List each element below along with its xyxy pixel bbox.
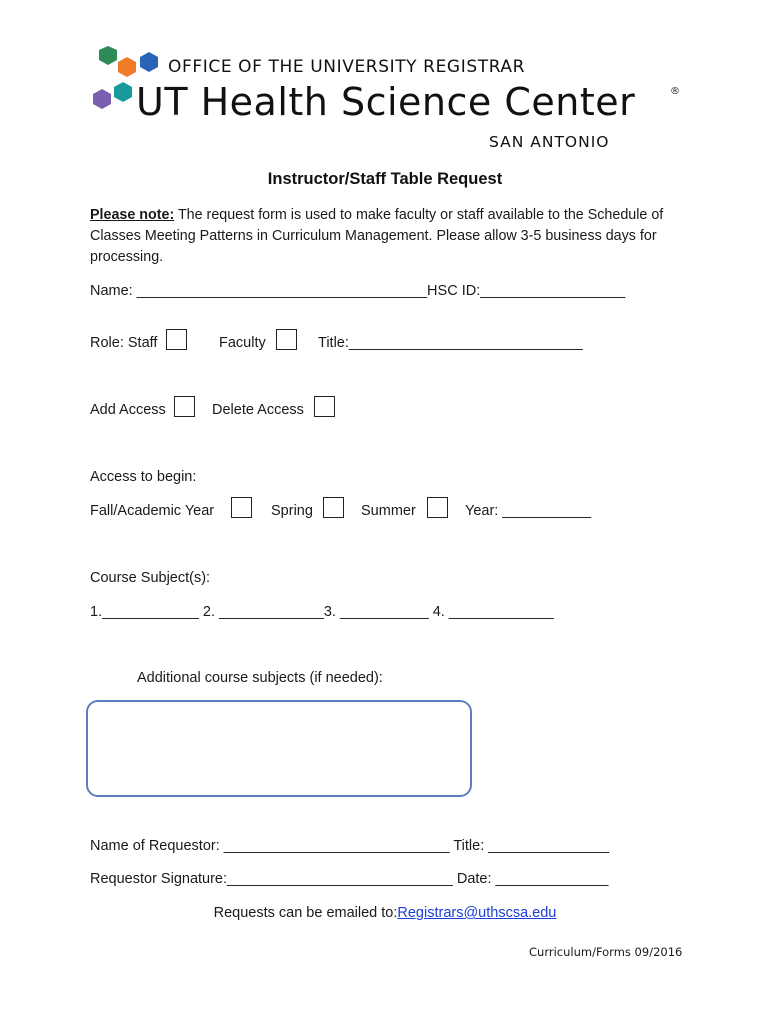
title-wrap <box>0 170 770 189</box>
role-faculty-checkbox[interactable] <box>276 329 297 350</box>
note-text: The request form is used to make faculty or staff available to the Schedule of Classes Meeting Patterns in Curriculum Management. Please allow 3-5 business days for processing. <box>90 207 664 265</box>
footer-text: Curriculum/Forms 09/2016 <box>529 945 683 959</box>
page-title: Instructor/Staff Table Request <box>267 170 503 188</box>
additional-subjects-textbox[interactable] <box>86 700 472 797</box>
add-access-label: Add Access <box>90 402 166 418</box>
email-prefix: Requests can be emailed to: <box>213 905 398 921</box>
logo-hex-orange <box>118 57 136 77</box>
requestor-name-title-field[interactable]: Name of Requestor: ____________________________ Title: _______________ <box>90 838 610 854</box>
fall-label: Fall/Academic Year <box>90 503 215 519</box>
email-line <box>0 905 770 921</box>
note-paragraph <box>90 205 690 268</box>
fall-checkbox[interactable] <box>231 497 252 518</box>
logo-hex-purple <box>93 89 111 109</box>
summer-checkbox[interactable] <box>427 497 448 518</box>
logo-office-text: OFFICE OF THE UNIVERSITY REGISTRAR <box>168 57 526 77</box>
note-label: Please note: <box>90 207 175 223</box>
role-title-field[interactable]: Title:_____________________________ <box>318 335 583 351</box>
name-hscid-field[interactable]: Name: ____________________________________HSC ID:__________________ <box>90 283 626 299</box>
add-access-checkbox[interactable] <box>174 396 195 417</box>
delete-access-label: Delete Access <box>212 402 304 418</box>
summer-label: Summer <box>361 503 416 519</box>
logo-hex-teal <box>114 82 132 102</box>
spring-label: Spring <box>271 503 313 519</box>
requestor-signature-date-field[interactable]: Requestor Signature:____________________________ Date: ______________ <box>90 871 609 887</box>
role-faculty-label: Faculty <box>219 335 266 351</box>
email-link[interactable]: Registrars@uthscsa.edu <box>397 905 557 921</box>
role-staff-label: Role: Staff <box>90 335 158 351</box>
course-subjects-label: Course Subject(s): <box>90 570 211 586</box>
spring-checkbox[interactable] <box>323 497 344 518</box>
logo-hex-green <box>99 46 117 65</box>
access-begin-label: Access to begin: <box>90 469 197 485</box>
delete-access-checkbox[interactable] <box>314 396 335 417</box>
logo-san-antonio-text: SAN ANTONIO <box>489 133 610 151</box>
logo-hex-blue <box>140 52 158 72</box>
role-staff-checkbox[interactable] <box>166 329 187 350</box>
logo-main-text: UT Health Science Center <box>136 80 636 124</box>
additional-subjects-label: Additional course subjects (if needed): <box>137 670 383 686</box>
year-field[interactable]: Year: ___________ <box>465 503 592 519</box>
logo-registered-mark: ® <box>670 86 680 97</box>
course-subjects-fields[interactable]: 1.____________ 2. _____________3. ___________ 4. _____________ <box>90 604 554 620</box>
